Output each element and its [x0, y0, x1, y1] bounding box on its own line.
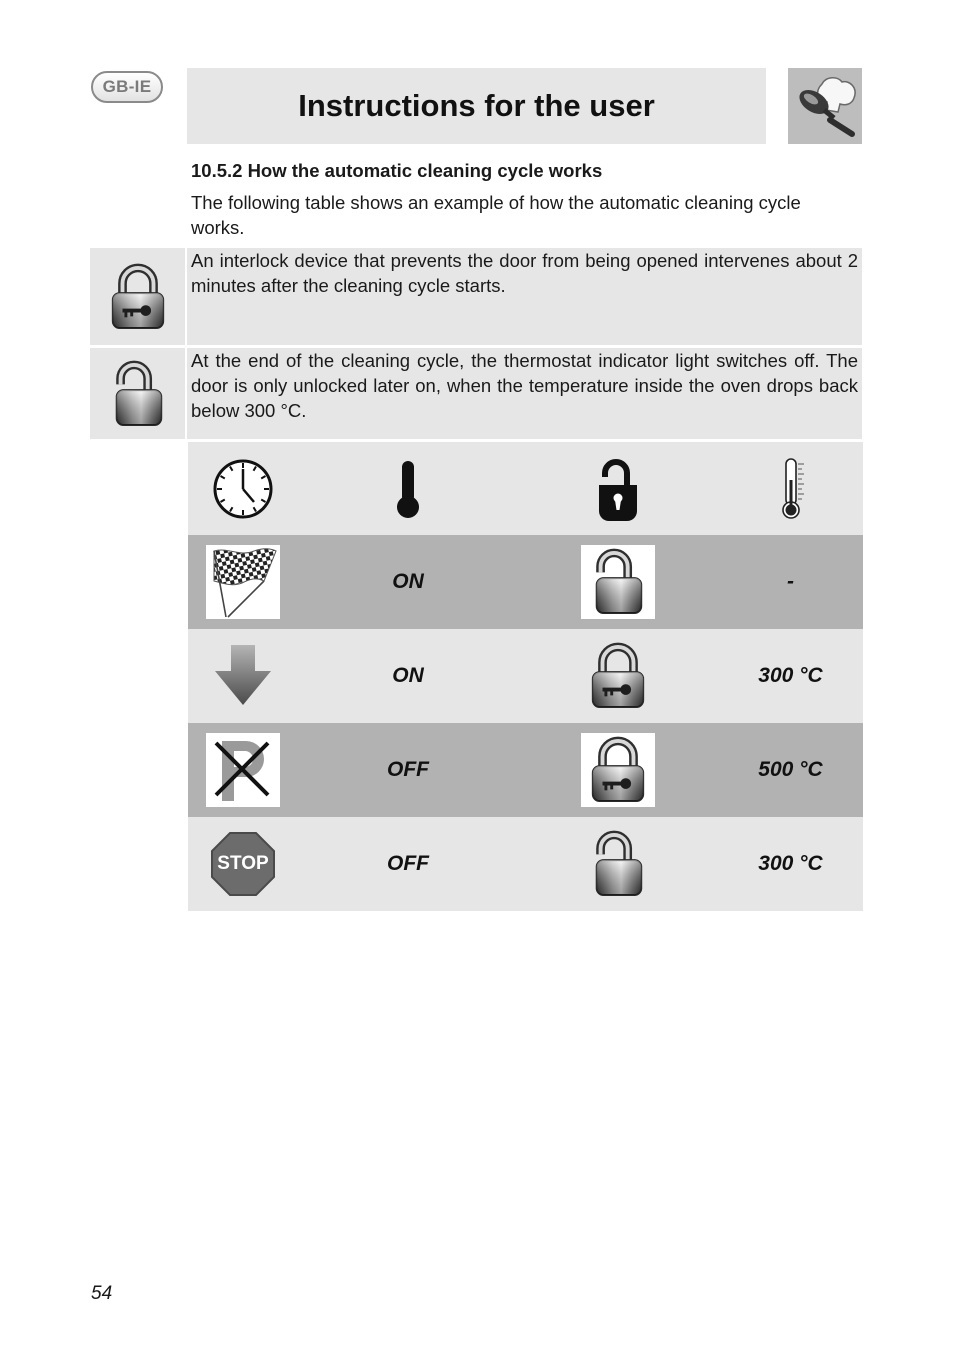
spoon-chef-hat-icon	[788, 68, 862, 144]
temperature-value: -	[787, 570, 794, 593]
stop-sign-icon	[206, 827, 280, 901]
door-lock-icon	[581, 452, 655, 526]
thermostat-value: ON	[392, 570, 424, 593]
thermostat-value: OFF	[387, 852, 429, 875]
thermostat-light-icon	[371, 452, 445, 526]
thermometer-icon	[754, 452, 828, 526]
language-badge: GB-IE	[91, 71, 163, 103]
page-title: Instructions for the user	[298, 88, 655, 123]
note-interlock-text: An interlock device that prevents the door from being opened intervenes about 2 minutes after the cleaning cycle starts.	[187, 248, 862, 345]
thermostat-value: OFF	[387, 758, 429, 781]
pyrolysis-off-icon	[206, 733, 280, 807]
table-row	[188, 723, 863, 817]
clock-icon	[206, 452, 280, 526]
table-row	[188, 535, 863, 629]
note-unlock-text: At the end of the cleaning cycle, the thermostat indicator light switches off. The door is only unlocked later on, when the temperature inside the oven drops back below 300 °C.	[187, 348, 862, 439]
cleaning-cycle-table	[188, 442, 863, 911]
section-heading: 10.5.2 How the automatic cleaning cycle works	[191, 160, 603, 181]
locked-padlock-icon	[581, 639, 655, 713]
locked-padlock-icon	[581, 733, 655, 807]
unlocked-padlock-icon	[581, 545, 655, 619]
table-row	[188, 629, 863, 723]
intro-paragraph: The following table shows an example of how the automatic cleaning cycle works.	[191, 192, 801, 238]
title-bar	[187, 68, 766, 144]
page-number: 54	[91, 1283, 113, 1304]
note-locked-padlock-icon	[90, 248, 185, 345]
unlocked-padlock-icon	[581, 827, 655, 901]
table-header-row	[188, 442, 863, 535]
table-row	[188, 817, 863, 911]
temperature-value: 500 °C	[758, 758, 823, 781]
temperature-value: 300 °C	[758, 852, 823, 875]
note-unlocked-padlock-icon	[90, 348, 185, 439]
thermostat-value: ON	[392, 664, 424, 687]
stop-sign-label: STOP	[217, 853, 269, 874]
down-arrow-icon	[206, 639, 280, 713]
start-flag-icon	[206, 545, 280, 619]
temperature-value: 300 °C	[758, 664, 823, 687]
